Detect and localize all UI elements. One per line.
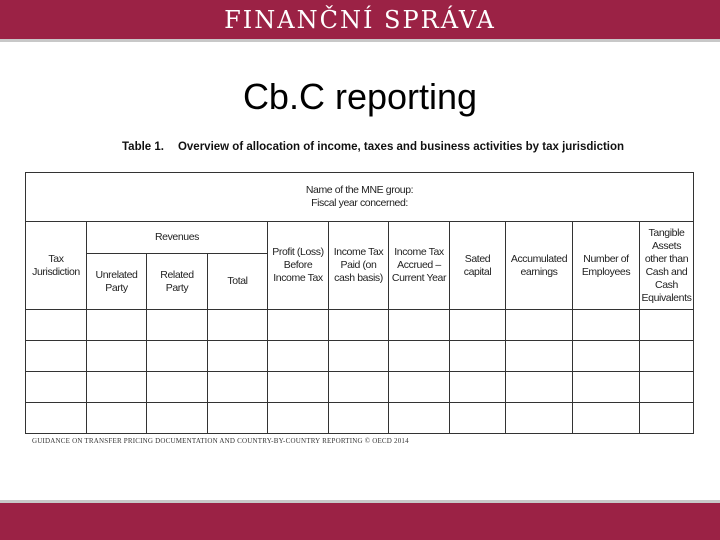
header-related-party: Related Party xyxy=(147,254,208,310)
table-cell xyxy=(389,372,450,403)
fiscal-year-label: Fiscal year concerned: xyxy=(311,197,408,209)
header-bar xyxy=(0,0,720,42)
mne-group-cell xyxy=(26,173,694,222)
slide-title: Cb.C reporting xyxy=(242,76,478,117)
table-cell xyxy=(329,310,389,341)
table-cell xyxy=(147,403,208,434)
table-cell xyxy=(268,403,329,434)
table-cell xyxy=(450,310,506,341)
table-row xyxy=(26,372,694,403)
table-title-row xyxy=(26,173,694,222)
table-cell xyxy=(147,372,208,403)
table-cell xyxy=(208,341,268,372)
table-cell xyxy=(506,310,573,341)
table-header-row xyxy=(26,222,694,254)
table-row xyxy=(26,310,694,341)
table-cell xyxy=(450,372,506,403)
table-cell xyxy=(268,341,329,372)
table-cell xyxy=(450,403,506,434)
table-cell xyxy=(208,372,268,403)
table-row xyxy=(26,341,694,372)
table-cell xyxy=(573,310,640,341)
mne-group-label: Name of the MNE group: xyxy=(305,184,414,196)
table-cell xyxy=(506,403,573,434)
table-cell xyxy=(506,341,573,372)
table-cell xyxy=(640,372,694,403)
source-note: GUIDANCE ON TRANSFER PRICING DOCUMENTATION AND COUNTRY-BY-COUNTRY REPORTING © OECD 2014 xyxy=(32,437,409,445)
table-cell xyxy=(268,310,329,341)
table-cell xyxy=(329,372,389,403)
header-accumulated-earnings: Accumulated earnings xyxy=(506,222,573,310)
table-cell xyxy=(26,403,87,434)
table-cell xyxy=(389,310,450,341)
header-stated-capital: Sated capital xyxy=(450,222,506,310)
table-cell xyxy=(147,341,208,372)
table-cell xyxy=(26,372,87,403)
table-cell xyxy=(208,310,268,341)
header-tax-accrued: Income Tax Accrued – Current Year xyxy=(389,222,450,310)
header-unrelated-party: Unrelated Party xyxy=(87,254,147,310)
cbc-table xyxy=(25,172,694,434)
table-row xyxy=(26,403,694,434)
header-revenues: Revenues xyxy=(87,222,268,254)
header-divider xyxy=(0,39,720,42)
table-cell xyxy=(450,341,506,372)
table-cell xyxy=(147,310,208,341)
table-cell xyxy=(268,372,329,403)
table-caption xyxy=(122,141,624,153)
footer-bar xyxy=(0,500,720,540)
brand-title: FINANČNÍ SPRÁVA xyxy=(224,6,496,34)
header-tax-jurisdiction: Tax Jurisdiction xyxy=(26,222,87,310)
header-tangible-assets: Tangible Assets other than Cash and Cash Equivalents xyxy=(640,222,694,310)
table-cell xyxy=(87,403,147,434)
footer-divider xyxy=(0,500,720,503)
table-cell xyxy=(26,341,87,372)
table-body xyxy=(26,310,694,434)
table-cell xyxy=(26,310,87,341)
table-caption-text: Overview of allocation of income, taxes and business activities by tax jurisdiction xyxy=(177,141,625,153)
table-cell xyxy=(208,403,268,434)
table-cell xyxy=(640,403,694,434)
header-total: Total xyxy=(208,254,268,310)
table-cell xyxy=(573,403,640,434)
table-cell xyxy=(87,341,147,372)
table-cell xyxy=(389,403,450,434)
header-tax-paid: Income Tax Paid (on cash basis) xyxy=(329,222,389,310)
table-cell xyxy=(640,310,694,341)
table-cell xyxy=(573,372,640,403)
header-profit-loss: Profit (Loss) Before Income Tax xyxy=(268,222,329,310)
header-employees: Number of Employees xyxy=(573,222,640,310)
table-cell xyxy=(329,341,389,372)
table-cell xyxy=(87,372,147,403)
table-cell xyxy=(87,310,147,341)
table-cell xyxy=(640,341,694,372)
table-cell xyxy=(329,403,389,434)
table-cell xyxy=(389,341,450,372)
table-cell xyxy=(573,341,640,372)
table-caption-number: Table 1. xyxy=(122,141,164,153)
table-cell xyxy=(506,372,573,403)
